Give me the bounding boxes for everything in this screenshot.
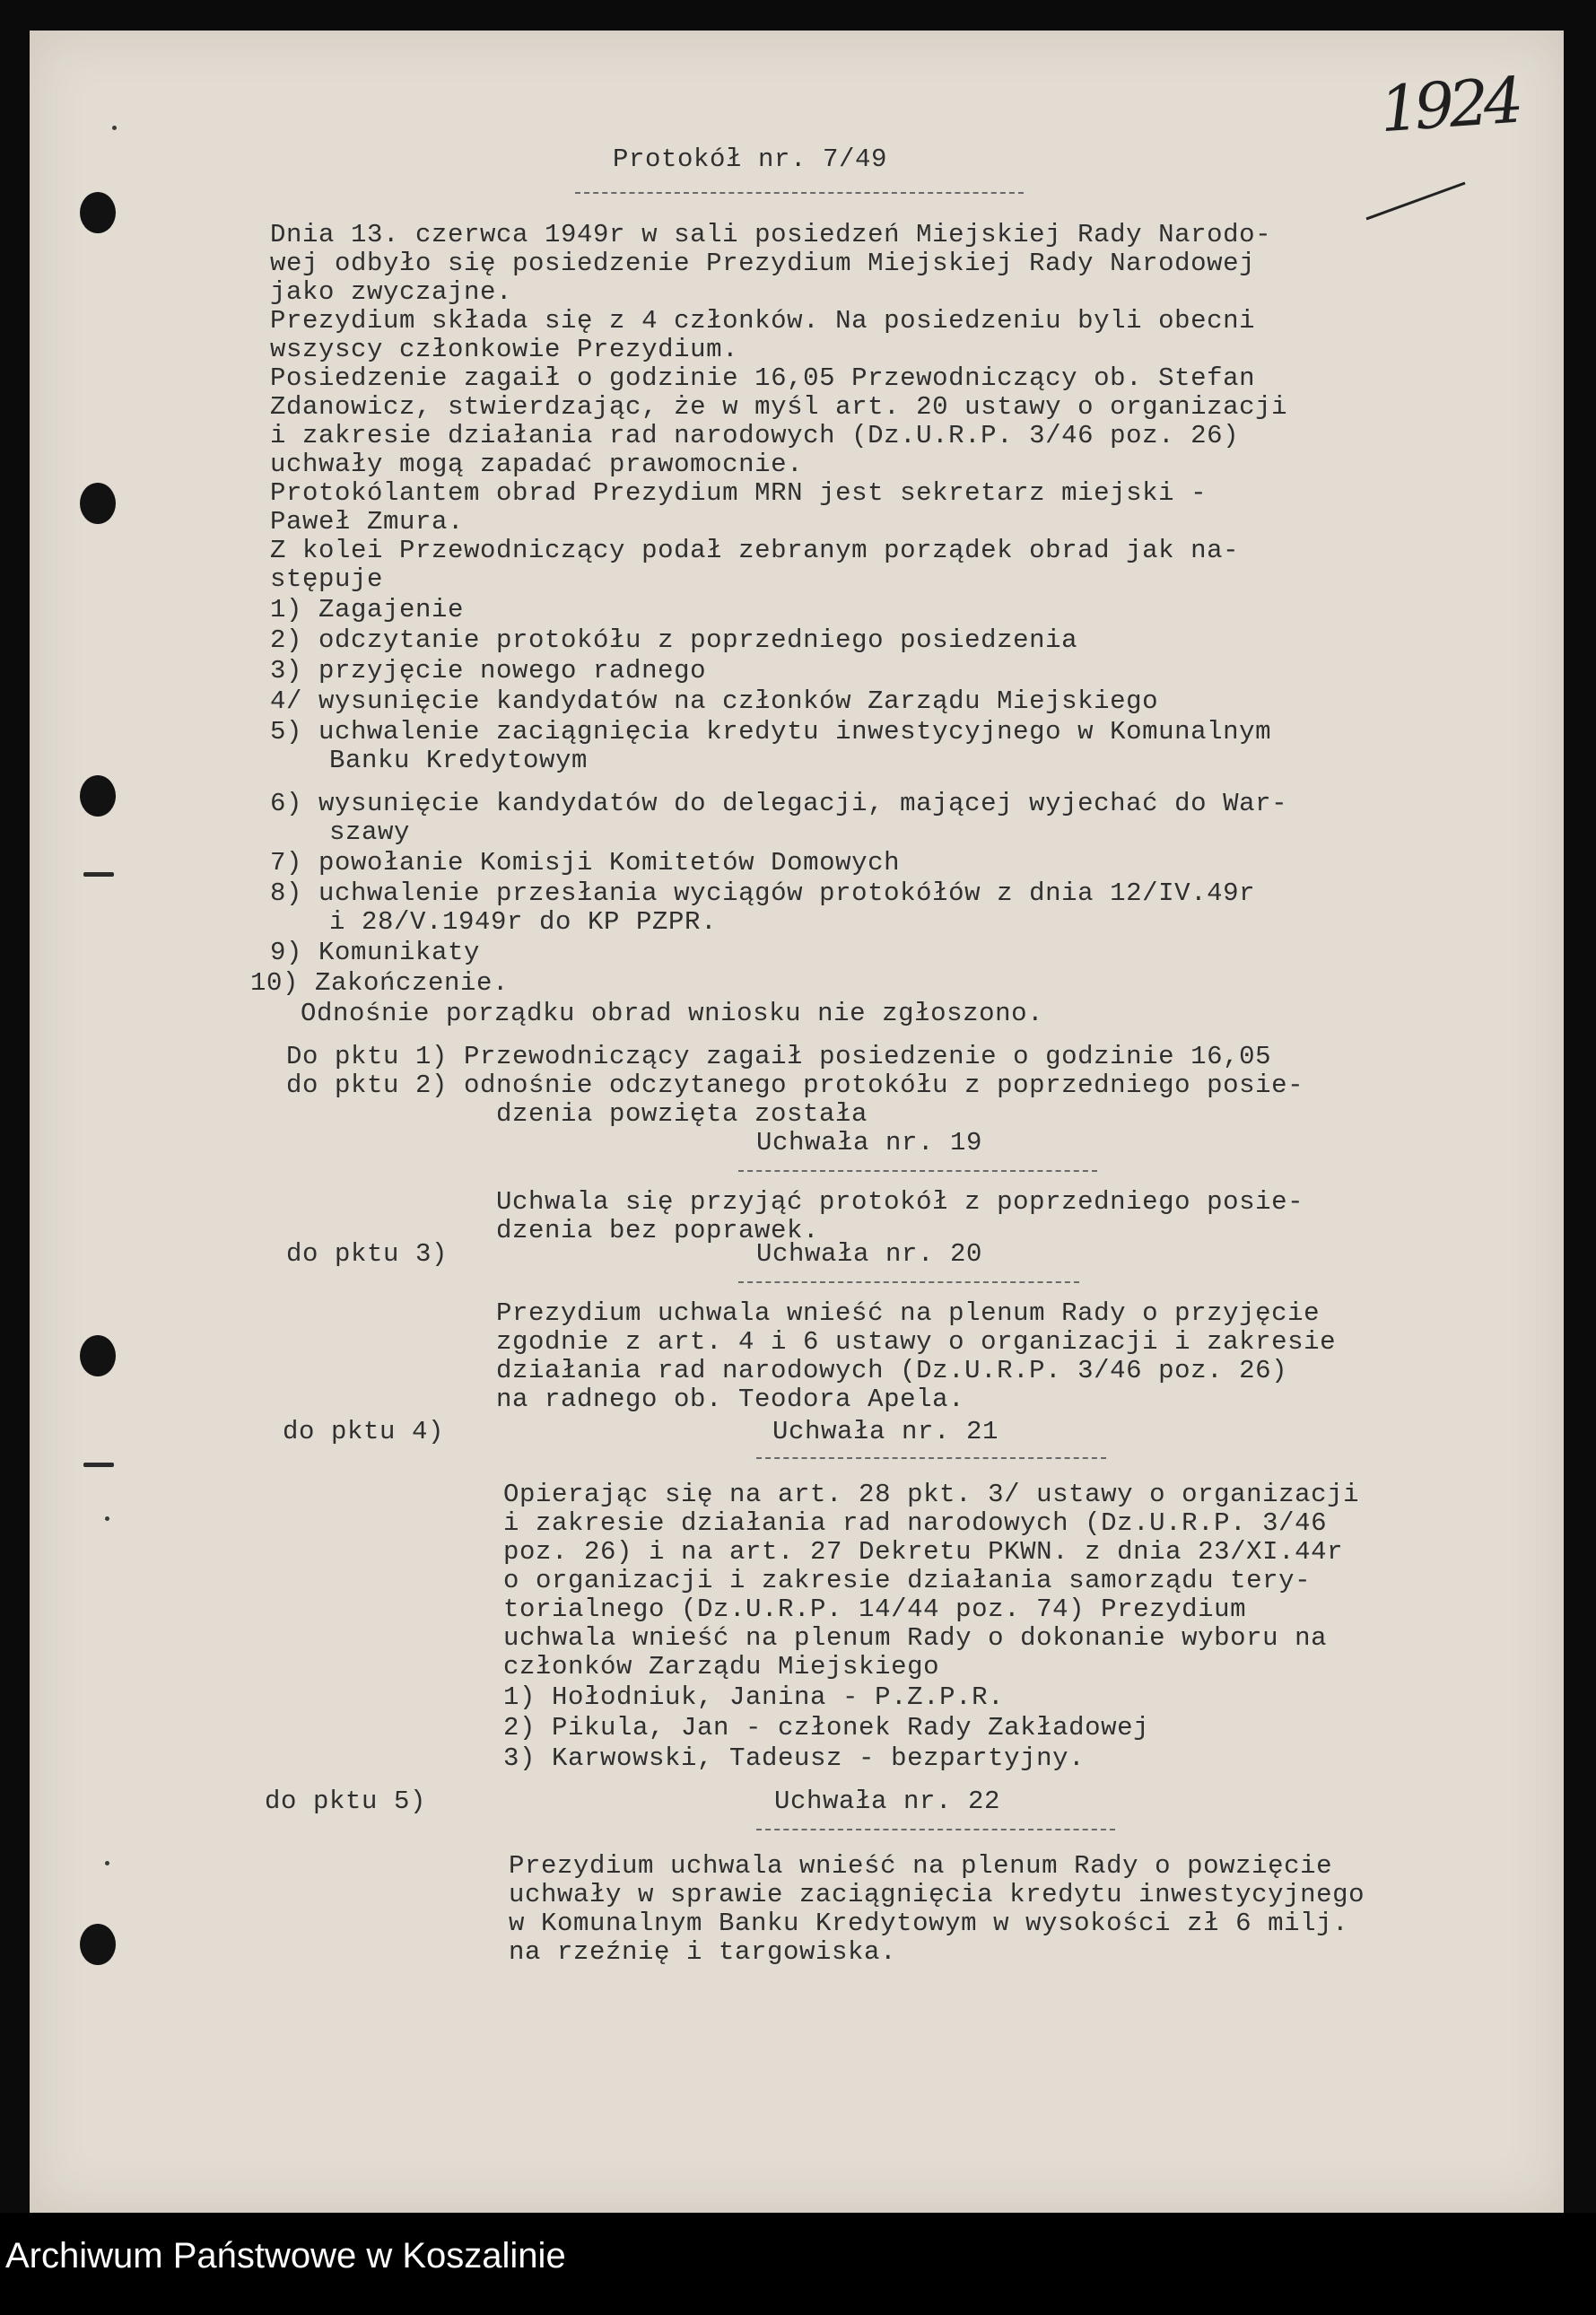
text-line: i zakresie działania rad narodowych (Dz.U.R.P. 3/46 bbox=[503, 1508, 1328, 1538]
agenda-item: 9) Komunikaty bbox=[270, 938, 481, 967]
binder-mark bbox=[83, 1463, 114, 1467]
agenda-item: 8) uchwalenie przesłania wyciągów protokółów z dnia 12/IV.49r bbox=[270, 878, 1256, 908]
agenda-item: 5) uchwalenie zaciągnięcia kredytu inwestycyjnego w Komunalnym bbox=[270, 717, 1272, 747]
text-line: na rzeźnię i targowiska. bbox=[509, 1937, 897, 1967]
pen-stroke bbox=[1357, 84, 1537, 228]
text-line: do pktu 2) odnośnie odczytanego protokółu z poprzedniego posie- bbox=[286, 1070, 1304, 1100]
text-line: Prezydium uchwala wnieść na plenum Rady o powzięcie bbox=[509, 1851, 1333, 1881]
text-line: Uchwala się przyjąć protokół z poprzedniego posie- bbox=[496, 1187, 1304, 1217]
text-line: dzenia bez poprawek. bbox=[496, 1216, 820, 1245]
text-line: poz. 26) i na art. 27 Dekretu PKWN. z dnia 23/XI.44r bbox=[503, 1537, 1344, 1567]
text-line: Zdanowicz, stwierdzając, że w myśl art. 20 ustawy o organizacji bbox=[270, 392, 1288, 422]
text-line: wej odbyło się posiedzenie Prezydium Miejskiej Rady Narodowej bbox=[270, 249, 1256, 278]
agenda-item: Banku Kredytowym bbox=[329, 746, 589, 775]
paper-speck bbox=[105, 1861, 109, 1865]
text-line: Prezydium uchwala wnieść na plenum Rady o przyjęcie bbox=[496, 1298, 1321, 1328]
agenda-item: 6) wysunięcie kandydatów do delegacji, mającej wyjechać do War- bbox=[270, 789, 1288, 818]
member-item: 3) Karwowski, Tadeusz - bezpartyjny. bbox=[503, 1743, 1086, 1773]
text-line: stępuje bbox=[270, 564, 384, 594]
text-line: Posiedzenie zagaił o godzinie 16,05 Przewodniczący ob. Stefan bbox=[270, 363, 1256, 393]
paper-speck bbox=[112, 126, 117, 130]
member-item: 2) Pikula, Jan - członek Rady Zakładowej bbox=[503, 1713, 1150, 1743]
text-line: Protokólantem obrad Prezydium MRN jest sekretarz miejski - bbox=[270, 478, 1208, 508]
agenda-item: i 28/V.1949r do KP PZPR. bbox=[329, 907, 718, 937]
agenda-item: 1) Zagajenie bbox=[270, 595, 465, 625]
resolution-heading: Uchwała nr. 20 bbox=[756, 1239, 983, 1269]
point-label: do pktu 5) bbox=[265, 1786, 427, 1816]
heading-underline bbox=[756, 1829, 1115, 1830]
text-line: jako zwyczajne. bbox=[270, 277, 513, 307]
text-line: dzenia powzięta została bbox=[496, 1099, 868, 1129]
text-line: uchwały mogą zapadać prawomocnie. bbox=[270, 450, 804, 479]
punch-hole bbox=[80, 1924, 116, 1965]
heading-underline bbox=[756, 1457, 1106, 1459]
handwritten-page-number: 1924 bbox=[1377, 63, 1521, 147]
text-line: o organizacji i zakresie działania samorządu tery- bbox=[503, 1566, 1312, 1595]
text-line: działania rad narodowych (Dz.U.R.P. 3/46 poz. 26) bbox=[496, 1356, 1288, 1385]
punch-hole bbox=[80, 1335, 116, 1376]
text-line: Odnośnie porządku obrad wniosku nie zgłoszono. bbox=[301, 999, 1044, 1028]
agenda-item: 3) przyjęcie nowego radnego bbox=[270, 656, 707, 686]
text-line: wszyscy członkowie Prezydium. bbox=[270, 335, 739, 364]
agenda-item: 10) Zakończenie. bbox=[250, 968, 510, 998]
heading-underline bbox=[738, 1170, 1097, 1172]
punch-hole bbox=[80, 483, 116, 524]
paper-speck bbox=[105, 1516, 109, 1521]
resolution-heading: Uchwała nr. 22 bbox=[774, 1786, 1001, 1816]
text-line: torialnego (Dz.U.R.P. 14/44 poz. 74) Prezydium bbox=[503, 1594, 1247, 1624]
text-line: Z kolei Przewodniczący podał zebranym porządek obrad jak na- bbox=[270, 536, 1240, 565]
text-line: zgodnie z art. 4 i 6 ustawy o organizacji i zakresie bbox=[496, 1327, 1337, 1357]
binder-mark bbox=[83, 872, 114, 877]
heading-underline bbox=[738, 1281, 1079, 1283]
agenda-item: 7) powołanie Komisji Komitetów Domowych bbox=[270, 848, 901, 878]
text-line: Prezydium składa się z 4 członków. Na posiedzeniu byli obecni bbox=[270, 306, 1256, 336]
text-line: uchwały w sprawie zaciągnięcia kredytu inwestycyjnego bbox=[509, 1880, 1365, 1909]
text-line: Paweł Zmura. bbox=[270, 507, 465, 537]
text-line: na radnego ob. Teodora Apela. bbox=[496, 1385, 965, 1414]
title-underline bbox=[575, 192, 1024, 194]
agenda-item: 4/ wysunięcie kandydatów na członków Zarządu Miejskiego bbox=[270, 686, 1159, 716]
resolution-heading: Uchwała nr. 19 bbox=[756, 1128, 983, 1158]
text-line: i zakresie działania rad narodowych (Dz.U.R.P. 3/46 poz. 26) bbox=[270, 421, 1240, 450]
text-line: w Komunalnym Banku Kredytowym w wysokości zł 6 milj. bbox=[509, 1909, 1349, 1938]
punch-hole bbox=[80, 192, 116, 233]
punch-hole bbox=[80, 775, 116, 817]
text-line: Do pktu 1) Przewodniczący zagaił posiedzenie o godzinie 16,05 bbox=[286, 1042, 1272, 1071]
text-line: Opierając się na art. 28 pkt. 3/ ustawy o organizacji bbox=[503, 1480, 1360, 1509]
text-line: uchwala wnieść na plenum Rady o dokonanie wyboru na bbox=[503, 1623, 1328, 1653]
text-line: członków Zarządu Miejskiego bbox=[503, 1652, 940, 1682]
document-scan bbox=[30, 31, 1564, 2213]
member-item: 1) Hołodniuk, Janina - P.Z.P.R. bbox=[503, 1682, 1005, 1712]
resolution-heading: Uchwała nr. 21 bbox=[772, 1417, 999, 1446]
point-label: do pktu 4) bbox=[283, 1417, 445, 1446]
archive-name: Archiwum Państwowe w Koszalinie bbox=[5, 2236, 566, 2276]
archive-footer bbox=[0, 2213, 1596, 2315]
text-line: Dnia 13. czerwca 1949r w sali posiedzeń Miejskiej Rady Narodo- bbox=[270, 220, 1272, 249]
point-label: do pktu 3) bbox=[286, 1239, 449, 1269]
agenda-item: szawy bbox=[329, 817, 411, 847]
document-title: Protokół nr. 7/49 bbox=[613, 144, 888, 174]
agenda-item: 2) odczytanie protokółu z poprzedniego posiedzenia bbox=[270, 625, 1078, 655]
